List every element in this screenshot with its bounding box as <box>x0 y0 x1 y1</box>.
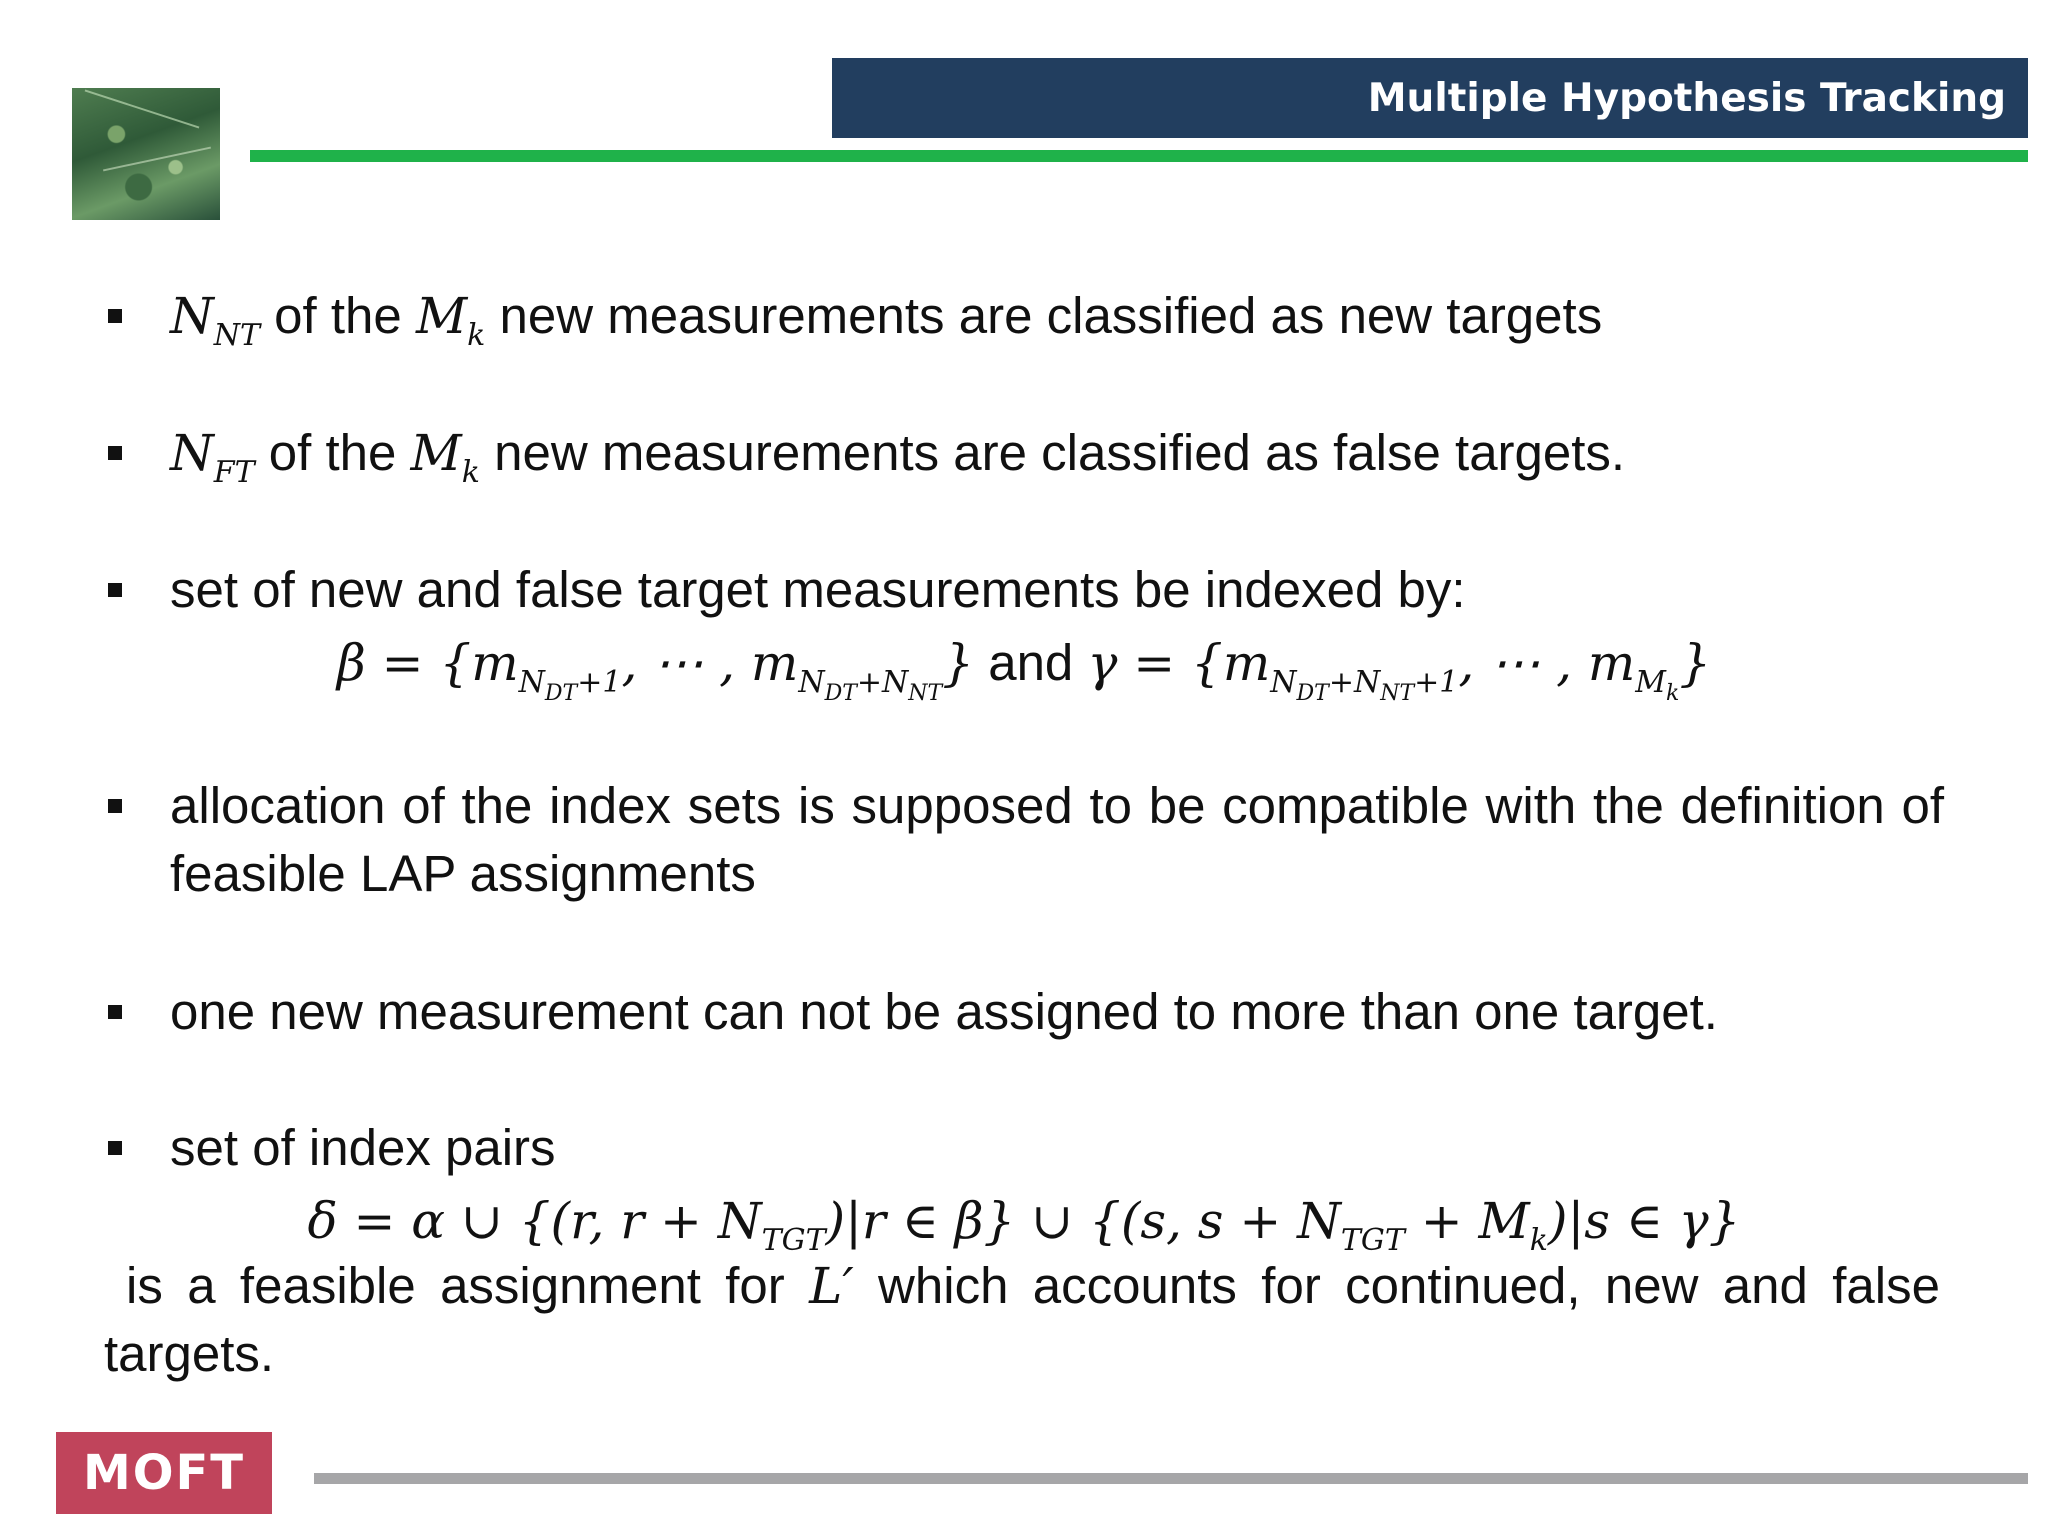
math-symbol: $M_k$ <box>410 424 480 490</box>
math-symbol: L′ <box>809 1257 854 1315</box>
moft-logo: MOFT <box>56 1432 272 1514</box>
footer-divider <box>314 1473 2028 1484</box>
math-symbol: $N_{FT}$ <box>170 424 255 490</box>
bullet-marker <box>108 309 122 323</box>
bullet-marker <box>108 1005 122 1019</box>
bullet-marker <box>108 1141 122 1155</box>
math-symbol: $N_{NT}$ <box>170 287 261 353</box>
equation-delta: δ = α ∪ {(r, $r + N_{TGT})|r$ ∈ β} ∪ {(s, $s + N_{TGT} + M_k)|s$ ∈ γ} <box>307 1192 1741 1258</box>
bullet-marker <box>108 799 122 813</box>
slide-title: Multiple Hypothesis Tracking <box>1367 75 2006 121</box>
slide-content: $N_{NT}$ of the $M_k$ new measurements are classified as new targets $N_{FT}$ of the $M_k$ new measurements are classified as false targets. set of new and false target measurements be indexed by: $\beta = \{m_{N_{DT}+1}$, ⋯ , $m_{N_{DT}+N_{NT}}$} and $\gamma = \{m_{N_{DT}+N_{NT}+1}$, ⋯ , $m_{M_k}$} allocation of the index sets is supposed to be compatible with the definition of feasible LAP assignments one new measurement can not be assigned to more than one target. set of index pairs δ = α ∪ {(r, $r + N_{TGT})|r$ ∈ β} ∪ {(s, $s + N_{TGT} + M_k)|s$ ∈ γ} is a feasible assignment for L′ which accounts for continued, new and false targets. <box>0 0 2048 1536</box>
bullet-marker <box>108 446 122 460</box>
bullet-marker <box>108 583 122 597</box>
closing-paragraph: is a feasible assignment for L′ which accounts for continued, new and false targets. <box>104 1257 1940 1382</box>
math-symbol: $M_k$ <box>415 287 486 353</box>
equation-beta-gamma: $\beta = \{m_{N_{DT}+1}$, ⋯ , $m_{N_{DT}+N_{NT}}$} and $\gamma = \{m_{N_{DT}+N_{NT}+1}$, ⋯ , $m_{M_k}$} <box>336 634 1712 706</box>
